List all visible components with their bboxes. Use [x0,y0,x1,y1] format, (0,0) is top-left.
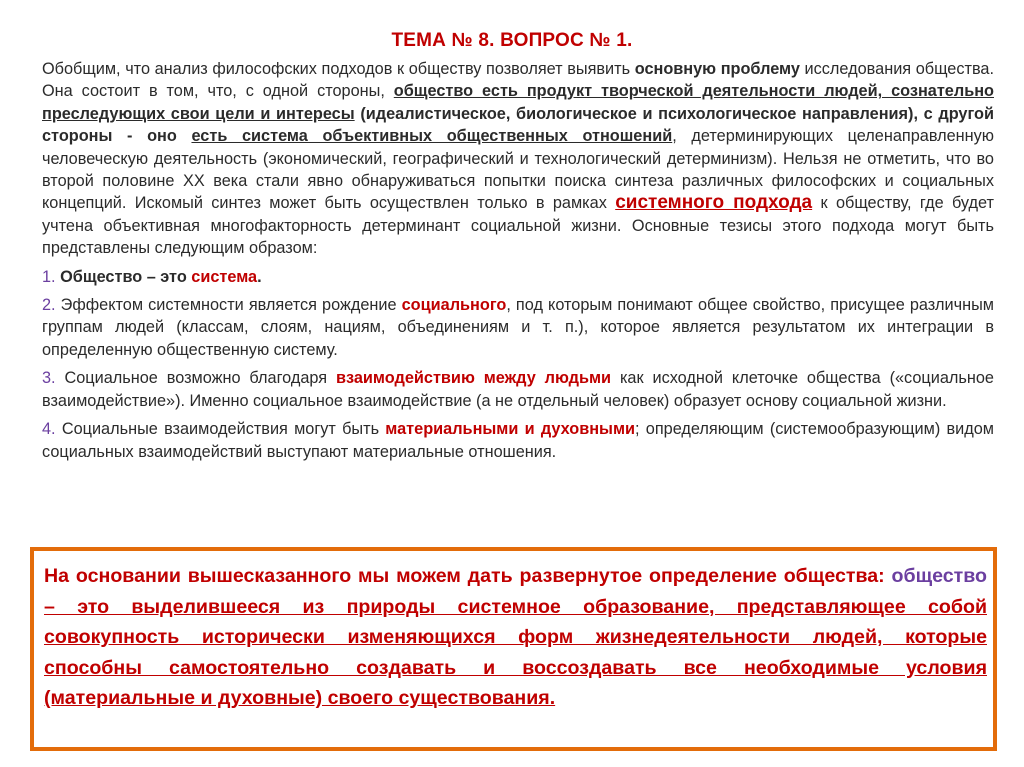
society-product-phrase: общество есть продукт творческой деятельности людей, сознательно преследующих свои цели и интересы [42,82,994,123]
thesis-highlight: материальными и духовными [385,420,636,439]
thesis-highlight: система [191,267,258,286]
system-approach-phrase: системного подхода [615,192,813,214]
definition-box [30,547,997,751]
thesis-text: Эффектом системности является рождение [55,296,402,315]
intro-text-2: исследования общества. Она состоит в том, что, с одной стороны, [42,60,995,101]
definition-body: – это выделившееся из природы системное образование, представляющее собой совокупность исторически изменяющихся форм жизнедеятельности людей, которые способны самостоятельно создавать и воссоздавать все необходимые условия (материальные и духовные) своего существования. [44,595,987,710]
definition-text [44,561,987,714]
intro-text-1: Обобщим, что анализ философских подходов к обществу позволяет выявить [42,60,635,78]
thesis-number: 3. [42,369,56,388]
thesis-text: Общество – это [55,267,192,286]
objective-system-phrase: есть система объективных общественных отношений [191,127,673,146]
thesis-number: 2. [42,296,56,315]
intro-text-4: к обществу, где будет учтена объективная многофакторность детерминант социальной жизни. Основные тезисы этого подхода могут быть представлены следующим образом: [42,194,995,258]
thesis-highlight: взаимодействию между людьми [335,369,612,388]
thesis-item-4 [42,418,994,463]
intro-paragraph [42,58,994,260]
thesis-text: Социальные взаимодействия могут быть [55,420,386,439]
intro-text-3: , детерминирующих целенаправленную человеческую деятельность (экономический, географический и технологический детерминизм). Нельзя не отметить, что во второй половине XX века стали явно обнаруживаться попытки поиска синтеза различных философских и социальных концепций. Искомый синтез может быть осуществлен только в рамках [42,127,994,213]
slide-title: ТЕМА № 8. ВОПРОС № 1. [391,30,633,51]
thesis-item-2 [42,294,994,361]
thesis-number: 4. [42,420,56,439]
definition-term: общество [891,565,987,587]
thesis-highlight: социального [401,296,507,315]
definition-intro: На основании вышесказанного мы можем дать развернутое определение общества: [44,565,892,587]
directions-phrase: (идеалистическое, биологическое и психологическое направления), с другой стороны - оно [42,104,995,146]
thesis-number: 1. [42,267,56,286]
thesis-text-end: ; определяющим (системообразующим) видом социальных взаимодействий выступают материальные отношения. [42,420,994,461]
main-problem-phrase: основную проблему [634,60,800,78]
thesis-text-end: , под которым понимают общее свойство, присущее различным группам людей (классам, слоям, нациям, объединениям и т. п.), которое является результатом их интеграции в определенную общественную систему. [42,296,995,359]
thesis-text-end: . [257,267,262,286]
thesis-item-1 [42,266,994,288]
thesis-text-end: как исходной клеточке общества («социальное взаимодействие»). Именно социальное взаимодействие (а не отдельный человек) образует основу социальной жизни. [42,369,994,410]
main-text [42,58,994,463]
thesis-item-3 [42,367,994,412]
thesis-text: Социальное возможно благодаря [55,369,336,388]
